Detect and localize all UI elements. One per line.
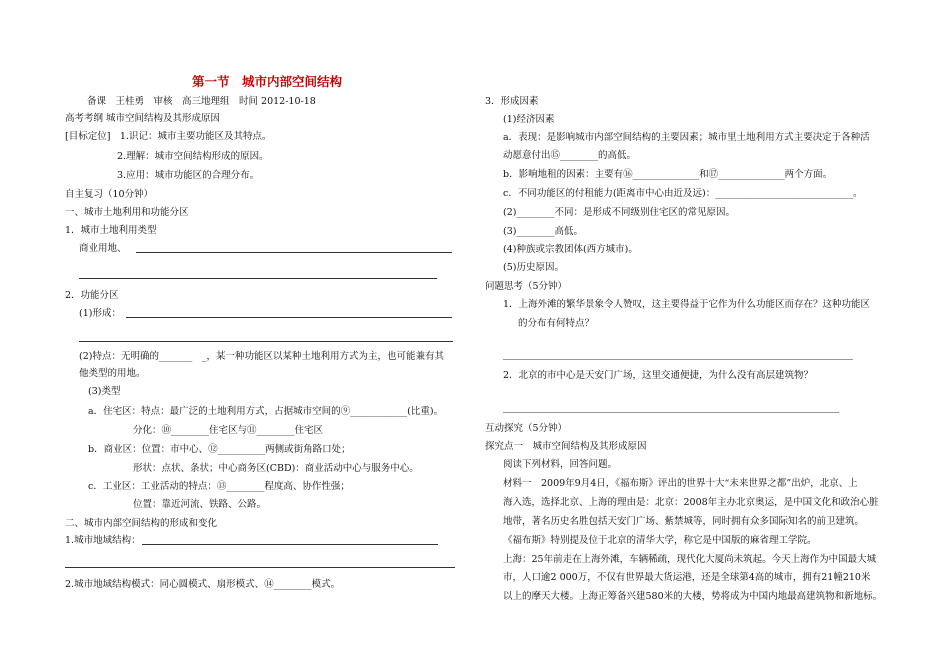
economic-factor: (1)经济因素 [503,114,555,125]
goal-3: 3.应用：城市功能区的合理分布。 [117,170,260,181]
answer-line [126,317,452,318]
section-1-heading: 一、城市土地利用和功能分区 [65,207,189,218]
material-line-7: 以上的摩天大楼。上海正筹备兴建580米的大楼，势将成为中国内地最高建筑物和新地标。 [503,591,883,602]
question-1-line-2: 的分布有何特点？ [518,318,595,329]
material-line-2: 海入选，选择北京、上海的理由是：北京：2008年主办北京奥运，是中国文化和政治心脏 [503,497,879,508]
features-line-2: 他类型的用地。 [79,368,146,379]
factor-a-line-1: a．表现：是影响城市内部空间结构的主要因素；城市里土地利用方式主要决定于各种活 [503,132,870,143]
formation-label: (1)形成： [79,308,121,319]
factor-4: (4)种族或宗教团体(西方城市)。 [503,244,638,255]
commercial-land: 商业用地、 [79,243,127,254]
answer-line [503,359,853,360]
factor-c: c．不同功能区的付租能力(距离市中心由近及远)：_____________________________。 [503,188,863,199]
commercial-location: b．商业区：位置：市中心、⑫__________两侧或街角路口处； [88,444,351,455]
self-review-heading: 自主复习（10分钟） [65,189,154,200]
functional-zones-heading: 2．功能分区 [65,290,119,301]
material-line-6: 市，人口逾2 000万，不仅有世界最大货运港，还是全球第4高的城市，拥有21幢210米 [503,572,871,583]
material-line-1: 材料一 2009年9月4日，《福布斯》评出的世界十大“未来世界之都”出炉，北京、上 [503,478,858,489]
byline: 备课 王桂勇 审核 高三地理组 时间 2012-10-18 [87,96,316,107]
residential-features: a．住宅区：特点：最广泛的土地利用方式，占据城市空间的⑨____________(比重)。 [88,406,444,417]
material-line-4: 《福布斯》特别提及位于北京的清华大学，称它是中国版的麻省理工学院。 [503,535,817,546]
page-title: 第一节 城市内部空间结构 [192,74,343,89]
factor-2: (2)________不同：是形成不同级别住宅区的常见原因。 [503,207,735,218]
residential-division: 分化：⑩________住宅区与⑪________住宅区 [133,425,324,436]
factor-a-line-2: 动愿意付出⑮________的高低。 [503,150,637,161]
section-2-heading: 二、城市内部空间结构的形成和变化 [65,518,218,529]
explore-point-1: 探究点一 城市空间结构及其形成原因 [485,441,647,452]
question-2: 2．北京的市中心是天安门广场，这里交通便捷，为什么没有高层建筑物？ [503,370,814,381]
question-1-line-1: 1．上海外滩的繁华景象令人赞叹，这主要得益于它作为什么功能区而存在？这种功能区 [503,299,871,310]
factor-3: (3)________高低。 [503,226,583,237]
urban-structure-label: 1.城市地域结构： [65,535,141,546]
industrial-features: c．工业区：工业活动的特点：⑬________程度高、协作性强； [88,481,350,492]
factor-5: (5)历史原因。 [503,262,564,273]
answer-line [142,544,438,545]
material-line-5: 上海：25年前走在上海外滩，车辆稀疏，现代化大厦尚未筑起。今天上海作为中国最大城 [503,554,877,565]
answer-line [79,341,453,342]
factors-heading: 3．形成因素 [485,96,539,107]
industrial-location: 位置：靠近河流、铁路、公路。 [133,499,267,510]
exam-outline: 高考考纲 城市空间结构及其形成原因 [65,113,221,124]
material-line-3: 地带，著名历史名胜包括天安门广场、紫禁城等，同时拥有众多国际知名的前卫建筑。 [503,516,865,527]
answer-line [136,252,452,253]
commercial-shape: 形状：点状、条状；中心商务区(CBD)：商业活动中心与服务中心。 [133,463,419,474]
read-instruction: 阅读下列材料，回答问题。 [503,459,618,470]
factor-b: b．影响地租的因素：主要有⑯______________和⑰______________两个方面。 [503,169,833,180]
types-heading: (3)类型 [88,386,121,397]
goal-2: 2.理解：城市空间结构形成的原因。 [117,151,269,162]
answer-line [503,412,839,413]
goal-1: [目标定位] 1.识记：城市主要功能区及其特点。 [65,131,272,142]
structure-models: 2.城市地域结构模式：同心圆模式、扇形模式、⑭________模式。 [65,579,341,590]
interactive-heading: 互动探究（5分钟） [485,423,568,434]
features-line-1: (2)特点：无明确的_______ _，某一种功能区以某种土地利用方式为主，也可能兼有其 [79,351,444,362]
answer-line [65,567,455,568]
question-heading: 问题思考（5分钟） [485,281,568,292]
answer-line [79,278,437,279]
land-use-heading: 1．城市土地利用类型 [65,225,157,236]
